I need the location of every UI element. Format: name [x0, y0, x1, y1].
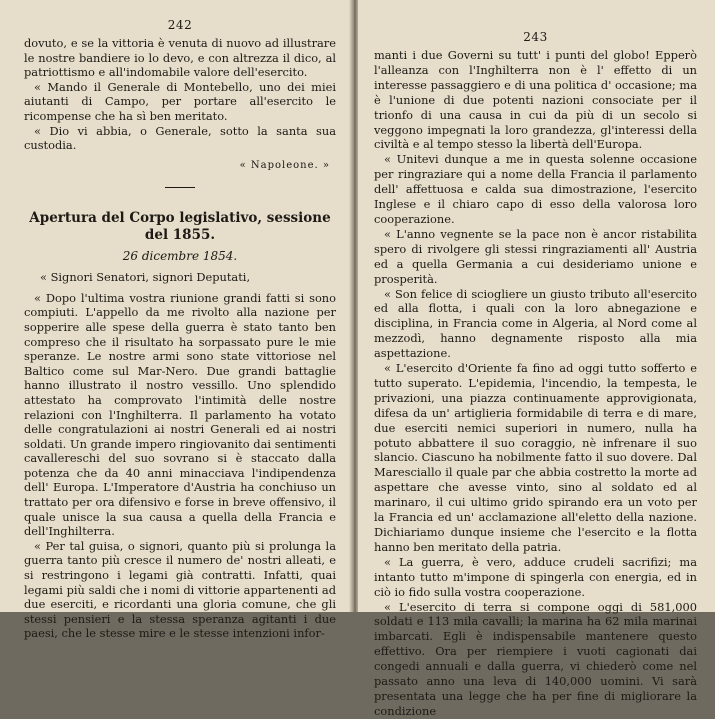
right-page-text: [374, 48, 697, 719]
paragraph: « L'anno vegnente se la pace non è ancor ristabilita spero di rivolgere gli stessi ringraziamenti all' Austria ed a quella Germania a cui desideriamo unione e prosperità.: [374, 226, 697, 286]
paragraph: « Unitevi dunque a me in questa solenne occasione per ringraziare qui a nome della Francia il parlamento dell' affettuosa e calda sua dimostrazione, l'esercito Inglese e il chiaro capo di esso della valorosa loro cooperazione.: [374, 152, 697, 226]
paragraph: dovuto, e se la vittoria è venuta di nuovo ad illustrare le nostre bandiere io lo devo, e con altrezza il dico, al patriottismo e all'indomabile valore dell'esercito.: [24, 36, 336, 80]
salutation: « Signori Senatori, signori Deputati,: [40, 269, 251, 284]
paragraph: « La guerra, è vero, adduce crudeli sacrifizi; ma intanto tutto m'impone di spingerla con energia, ed in ciò io fido sulla vostra cooperazione.: [374, 554, 697, 599]
left-page: [0, 0, 352, 641]
signature: « Napoleone. »: [239, 159, 330, 171]
page-number-right: 243: [523, 30, 548, 44]
section-heading: Apertura del Corpo legislativo, sessione del 1855.: [29, 209, 331, 243]
page-number-left: 242: [167, 18, 193, 32]
dateline: 26 dicembre 1854.: [122, 248, 238, 263]
paragraph: « Mando il Generale di Montebello, uno dei miei aiutanti di Campo, per portare all'esercito le ricompense che ha sì ben meritato.: [24, 79, 336, 123]
right-page: [358, 0, 715, 718]
paragraph: « Per tal guisa, o signori, quanto più si prolunga la guerra tanto più cresce il numero de' nostri alleati, e si restringono i legami già contratti. Infatti, quai legami più saldi che i nomi di vittorie appartenenti ad due eserciti, e ricordanti una gloria comune, che gli stessi pensieri e la stessa speranza agitanti i due paesi, che le stesse mire e le stesse intenzioni infor-: [24, 538, 336, 641]
paragraph: « Dio vi abbia, o Generale, sotto la santa sua custodia.: [24, 123, 336, 153]
paragraph: « Son felice di sciogliere un giusto tributo all'esercito ed alla flotta, i quali con la loro abnegazione e disciplina, in Francia come in Algeria, al Nord come al mezzodì, hanno degnamente risposto alla mia aspettazione.: [374, 286, 697, 361]
section-divider: [165, 187, 195, 188]
left-page-top-text: [24, 36, 336, 153]
paragraph: « L'esercito di terra si compone oggi di 581,000 soldati e 113 mila cavalli; la marina ha 62 mila marinai imbarcati. Egli è indispensabile mantenere questo effettivo. Ora per riempiere i vuoti cagionati dai congedi annuali e dalla guerra, vi chiederò come nel passato anno una leva di 140,000 uomini. Vi sarà presentata una legge che ha per fine di migliorare la condizione: [374, 599, 697, 718]
left-page-body-text: [24, 291, 336, 641]
paragraph: manti i due Governi su tutt' i punti del globo! Epperò l'alleanza con l'Inghilterra non è l' effetto di un interesse passaggiero e di una politica d' occasione; ma è l'unione di due potenti nazioni consociate per il trionfo di una causa in cui da più di un secolo si veggono impegnati la loro grandezza, gl'interessi della civiltà e al tempo stesso la libertà dell'Europa.: [374, 48, 697, 152]
paragraph: « Dopo l'ultima vostra riunione grandi fatti si sono compiuti. L'appello da me rivolto alla nazione per sopperire alle spese della guerra è stato tanto ben compreso che il risultato ha sorpassato pure le mie speranze. Le nostre armi sono state vittoriose nel Baltico come sul Mar-Nero. Due grandi battaglie hanno illustrato il nostro vessillo. Uno splendido attestato ha comprovato l'intimità delle nostre relazioni con l'Inghilterra. Il parlamento ha votato delle congratulazioni ai nostri Generali ed ai nostri soldati. Un grande impero ringiovanito dai sentimenti cavallereschi del suo sovrano si è staccato dalla potenza che da 40 anni minacciava l'indipendenza dell' Europa. L'Imperatore d'Austria ha conchiuso un trattato per ora difensivo e forse in breve offensivo, il quale unisce la sua causa a quella della Francia e dell'Inghilterra.: [24, 290, 336, 539]
paragraph: « L'esercito d'Oriente fa fino ad oggi tutto sofferto e tutto superato. L'epidemia, l'incendio, la tempesta, le privazioni, una piazza continuamente approvigionata, difesa da un' artiglieria formidabile di terra e di mare, due eserciti nemici superiori in numero, nulla ha potuto abbattere il suo coraggio, nè infrenare il suo slancio. Ciascuno ha nobilmente fatto il suo dovere. Dal Maresciallo il quale par che abbia costretto la morte ad aspettare che avesse vinto, sino al soldato ed al marinaro, il cui ultimo grido spirando era un voto per la Francia ed un' acclamazione all'eletto della nazione. Dichiariamo dunque insieme che l'esercito e la flotta hanno ben meritato della patria.: [374, 361, 697, 554]
